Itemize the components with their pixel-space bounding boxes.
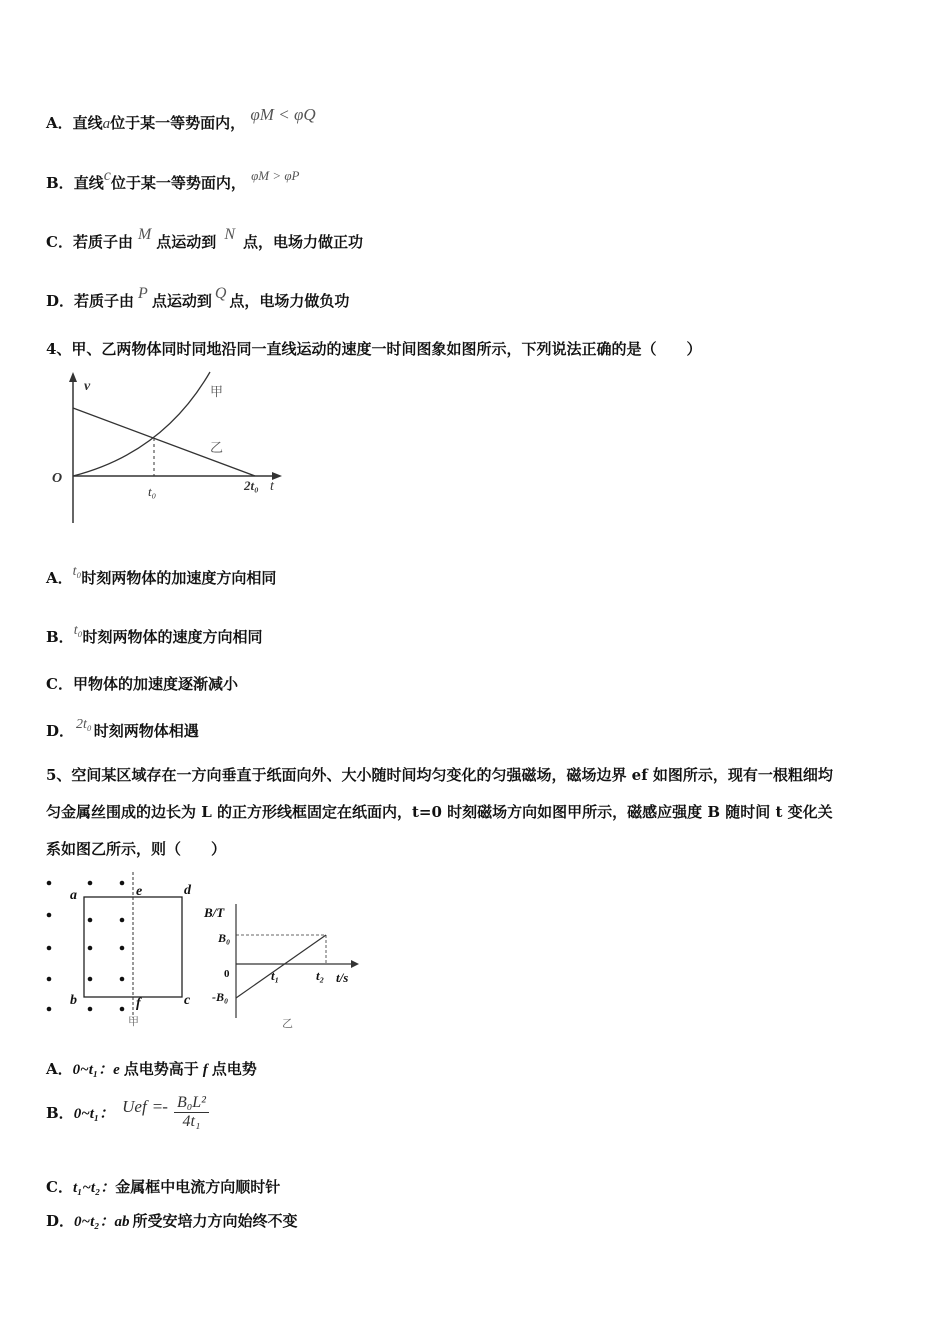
jia-label: 甲 bbox=[210, 385, 224, 400]
var-f: f bbox=[202, 1062, 208, 1078]
label-b: b bbox=[70, 993, 77, 1008]
math-t0: t₀ bbox=[73, 623, 83, 638]
time-axis-arrow bbox=[351, 960, 359, 968]
origin-label: O bbox=[52, 471, 63, 486]
option-text: 时刻两物体的加速度方向相同 bbox=[81, 569, 277, 587]
var-n: N bbox=[224, 226, 235, 243]
option-text: 位于某一等势面内， bbox=[110, 114, 246, 132]
var-c: c bbox=[103, 167, 111, 184]
option-label: C． bbox=[46, 675, 73, 693]
option-label: A． bbox=[46, 114, 73, 132]
label-c: c bbox=[184, 993, 191, 1008]
var-p: P bbox=[138, 285, 148, 302]
b0-label: B₀ bbox=[218, 931, 231, 945]
time-range: t₁~t₂： bbox=[72, 1180, 116, 1196]
label-e: e bbox=[136, 884, 143, 899]
equals-sign: =- bbox=[152, 1096, 168, 1116]
potential-relation: φM > φP bbox=[251, 168, 300, 183]
option-text: 若质子由 bbox=[72, 233, 133, 251]
option-text: 直线 bbox=[72, 114, 103, 132]
fraction-denominator: 4t₁ bbox=[182, 1113, 201, 1130]
b-line bbox=[236, 935, 326, 998]
yi-label: 乙 bbox=[210, 441, 224, 456]
option-label: B． bbox=[46, 1104, 74, 1122]
zero-label: 0 bbox=[224, 968, 230, 980]
q5-stem-line: 匀金属丝围成的边长为 L 的正方形线框固定在纸面内，t=0 时刻磁场方向如图甲所示，磁感应强度 B 随时间 t 变化关 bbox=[46, 803, 833, 821]
var-m: M bbox=[137, 226, 152, 243]
v-label: v bbox=[84, 379, 91, 394]
q3-option-b bbox=[46, 167, 300, 193]
option-label: B． bbox=[46, 174, 74, 192]
math-t0: t₀ bbox=[72, 564, 82, 579]
t-label: t bbox=[270, 479, 274, 494]
option-label: D． bbox=[46, 722, 75, 740]
time-range: 0~t₁： bbox=[72, 1062, 114, 1078]
option-label: C． bbox=[46, 1178, 73, 1196]
q5-stem-line: 系如图乙所示，则（ ） bbox=[46, 840, 227, 858]
option-text: 所受安培力方向始终不变 bbox=[132, 1212, 298, 1230]
option-text: 直线 bbox=[73, 174, 104, 192]
label-f: f bbox=[136, 996, 141, 1011]
var-a: a bbox=[102, 116, 111, 132]
option-text: 时刻两物体相遇 bbox=[93, 722, 199, 740]
q3-option-d bbox=[46, 285, 350, 311]
option-label: A． bbox=[46, 569, 73, 587]
q5-option-b bbox=[46, 1094, 209, 1131]
option-text: 金属框中电流方向顺时针 bbox=[115, 1178, 281, 1196]
option-label: C． bbox=[46, 233, 73, 251]
time-range: 0~t₂： bbox=[74, 1214, 115, 1230]
option-text: 若质子由 bbox=[74, 292, 135, 310]
q5-stem-line: 5、空间某区域存在一方向垂直于纸面向外、大小随时间均匀变化的匀强磁场，磁场边界 ef 如图所示，现有一根粗细均 bbox=[46, 766, 833, 784]
curve-jia bbox=[73, 372, 210, 476]
q4-vt-graph bbox=[48, 368, 288, 528]
option-text: 点电势 bbox=[211, 1060, 257, 1078]
q3-option-a bbox=[46, 105, 316, 133]
fraction bbox=[174, 1094, 209, 1131]
voltage-uef: Uef bbox=[122, 1096, 147, 1116]
q5-option-c bbox=[46, 1176, 280, 1197]
option-label: A． bbox=[46, 1060, 73, 1078]
q4-option-b bbox=[46, 623, 263, 647]
label-a: a bbox=[70, 888, 77, 903]
var-q: Q bbox=[214, 285, 227, 302]
t0-label: t₀ bbox=[148, 484, 157, 499]
q4-option-c bbox=[46, 673, 238, 694]
option-text: 甲物体的加速度逐渐减小 bbox=[72, 675, 238, 693]
t-axis-label: t/s bbox=[336, 970, 349, 985]
option-label: D． bbox=[46, 292, 75, 310]
caption-jia: 甲 bbox=[128, 1015, 139, 1028]
option-text: 点，电场力做正功 bbox=[242, 233, 363, 251]
option-label: D． bbox=[46, 1212, 75, 1230]
field-dots bbox=[47, 881, 125, 1012]
q5-fig-yi bbox=[200, 898, 365, 1033]
q3-option-c bbox=[46, 226, 363, 252]
option-text: 点运动到 bbox=[151, 292, 212, 310]
t1-label: t₁ bbox=[271, 968, 280, 983]
neg-b0-label: -B₀ bbox=[212, 990, 229, 1004]
q5-stem bbox=[46, 757, 906, 868]
potential-relation: φM < φQ bbox=[250, 105, 316, 124]
fraction-numerator: B₀L² bbox=[174, 1094, 209, 1113]
q4-option-a bbox=[46, 564, 277, 588]
b-axis-label: B/T bbox=[204, 905, 225, 920]
time-range: 0~t₁： bbox=[73, 1106, 115, 1122]
two-t0-label: 2t₀ bbox=[244, 478, 259, 493]
label-d: d bbox=[184, 883, 191, 898]
option-text: 点电势高于 bbox=[123, 1060, 199, 1078]
option-label: B． bbox=[46, 628, 74, 646]
q4-option-d bbox=[46, 717, 199, 741]
v-axis-arrow bbox=[69, 372, 77, 382]
q5-option-d bbox=[46, 1210, 297, 1231]
var-ab: ab bbox=[114, 1214, 130, 1230]
option-text: 位于某一等势面内， bbox=[110, 174, 246, 192]
caption-yi: 乙 bbox=[282, 1017, 293, 1030]
option-text: 时刻两物体的速度方向相同 bbox=[82, 628, 263, 646]
q5-option-a bbox=[46, 1058, 257, 1079]
math-2t0: 2t₀ bbox=[76, 717, 92, 732]
option-text: 点，电场力做负功 bbox=[229, 292, 350, 310]
option-text: 点运动到 bbox=[156, 233, 217, 251]
t2-label: t₂ bbox=[316, 968, 325, 983]
q4-stem: 4、甲、乙两物体同时同地沿同一直线运动的速度一时间图象如图所示，下列说法正确的是（ ） bbox=[46, 340, 702, 358]
var-e: e bbox=[113, 1062, 120, 1078]
line-yi bbox=[73, 408, 255, 476]
q5-fig-jia bbox=[38, 868, 208, 1033]
